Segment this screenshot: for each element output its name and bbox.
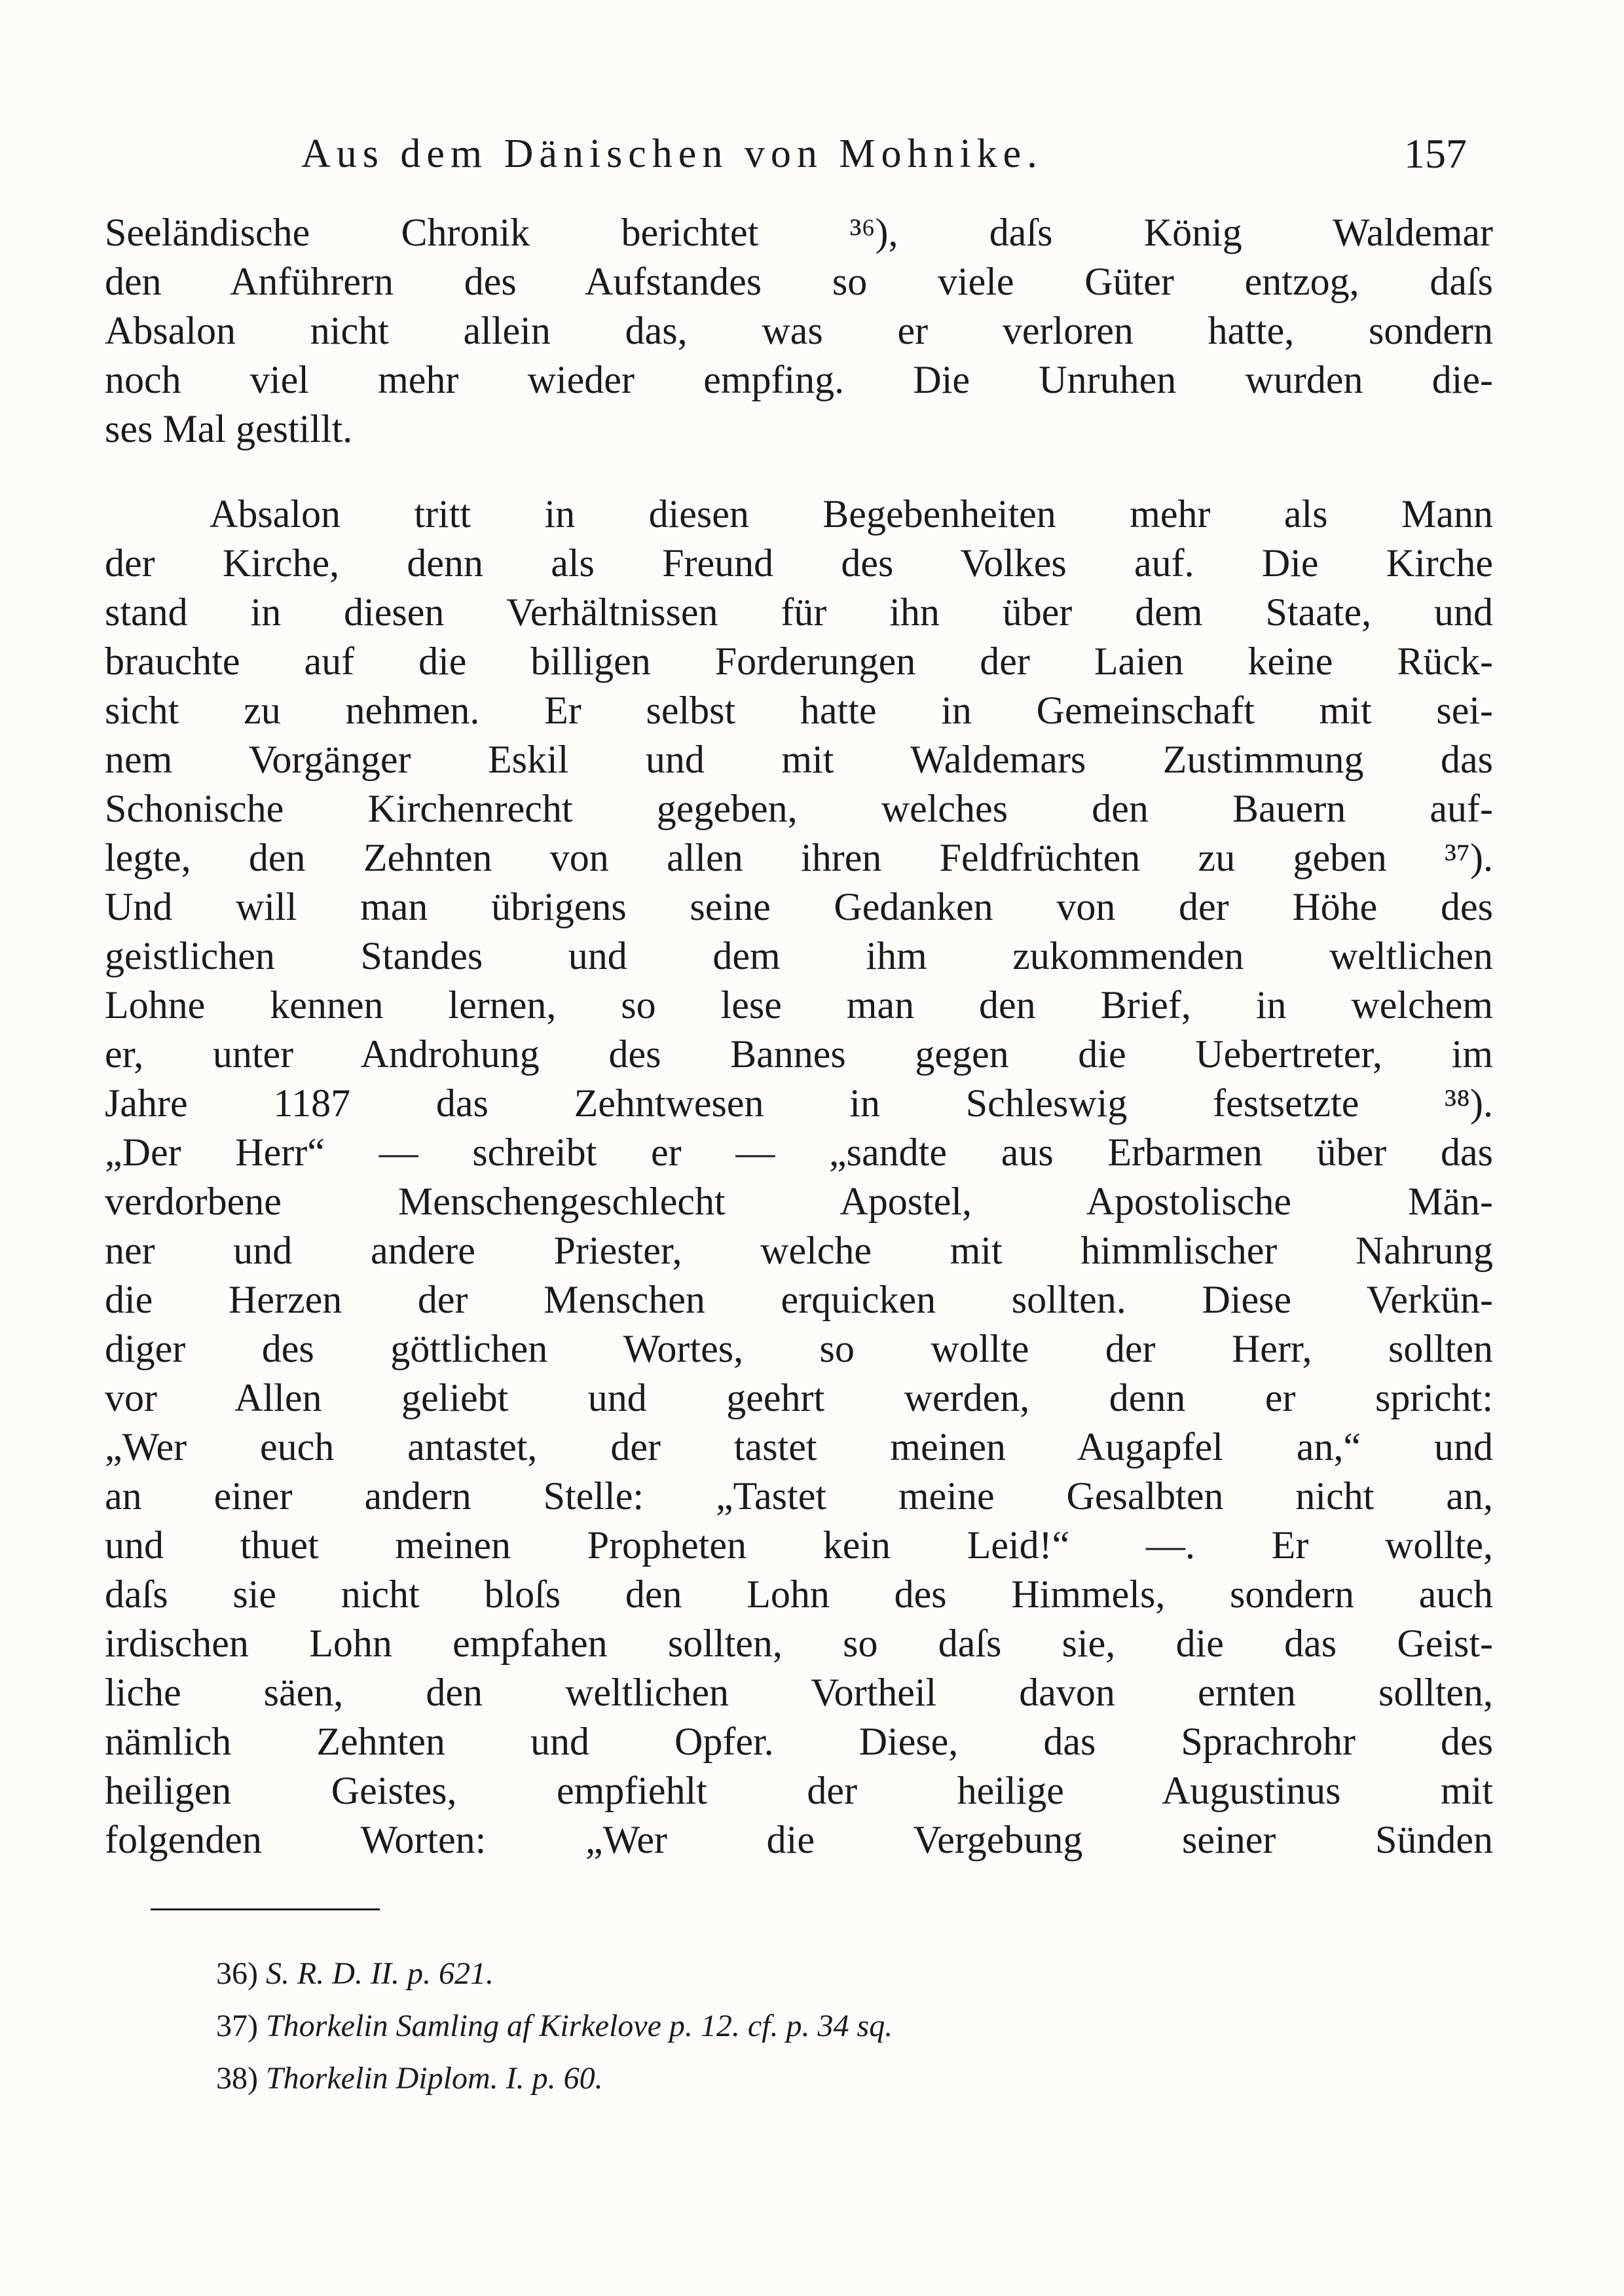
text-line: Jahre 1187 das Zehntwesen in Schleswig festsetzte ³⁸). [105, 1082, 1493, 1125]
text-line: „Wer euch antastet, der tastet meinen Augapfel an,“ und [105, 1425, 1493, 1468]
footnote-number: 36) [216, 1956, 258, 1991]
text-line: Seeländische Chronik berichtet ³⁶), daſs König Waldemar [105, 211, 1493, 254]
paragraph [105, 208, 1493, 454]
text-line: brauchte auf die billigen Forderungen der Laien keine Rück- [105, 640, 1493, 683]
running-head [105, 124, 1467, 183]
text-line: Schonische Kirchenrecht gegeben, welches den Bauern auf- [105, 787, 1493, 830]
text-line: noch viel mehr wieder empfing. Die Unruhen wurden die- [105, 358, 1493, 401]
footnotes [216, 1948, 1460, 2105]
text-line: Absalon tritt in diesen Begebenheiten mehr als Mann [210, 492, 1493, 536]
running-head-title: Aus dem Dänischen von Mohnike. [301, 132, 1043, 176]
text-line: liche säen, den weltlichen Vortheil davon ernten sollten, [105, 1671, 1493, 1714]
footnote-text: Thorkelin Diplom. I. p. 60. [265, 2061, 603, 2096]
text-line: folgenden Worten: „Wer die Vergebung seiner Sünden [105, 1818, 1493, 1861]
text-line: Lohne kennen lernen, so lese man den Brief, in welchem [105, 983, 1493, 1027]
footnote-number: 38) [216, 2061, 258, 2096]
text-line: „Der Herr“ — schreibt er — „sandte aus Erbarmen über das [105, 1131, 1493, 1174]
footnote [216, 2000, 1460, 2052]
text-line: Absalon nicht allein das, was er verloren hatte, sondern [105, 309, 1493, 352]
text-line: sicht zu nehmen. Er selbst hatte in Gemeinschaft mit sei- [105, 689, 1493, 732]
text-line: verdorbene Menschengeschlecht Apostel, Apostolische Män- [105, 1180, 1493, 1223]
paragraph-gap [105, 454, 1493, 490]
text-line: nem Vorgänger Eskil und mit Waldemars Zustimmung das [105, 738, 1493, 781]
text-line: den Anführern des Aufstandes so viele Güter entzog, daſs [105, 260, 1493, 303]
paragraph [105, 490, 1493, 1865]
text-line: vor Allen geliebt und geehrt werden, denn er spricht: [105, 1376, 1493, 1419]
text-line: diger des göttlichen Wortes, so wollte der Herr, sollten [105, 1327, 1493, 1370]
text-line: stand in diesen Verhältnissen für ihn über dem Staate, und [105, 591, 1493, 634]
text-line: nämlich Zehnten und Opfer. Diese, das Sprachrohr des [105, 1720, 1493, 1763]
text-line: geistlichen Standes und dem ihm zukommenden weltlichen [105, 934, 1493, 977]
text-line: Und will man übrigens seine Gedanken von der Höhe des [105, 885, 1493, 928]
text-line: an einer andern Stelle: „Tastet meine Gesalbten nicht an, [105, 1474, 1493, 1518]
footnote [216, 1948, 1460, 2000]
text-line: die Herzen der Menschen erquicken sollten. Diese Verkün- [105, 1278, 1493, 1321]
body-text [105, 208, 1493, 1865]
footnote [216, 2052, 1460, 2105]
text-line: und thuet meinen Propheten kein Leid!“ —. Er wollte, [105, 1523, 1493, 1567]
text-line: daſs sie nicht bloſs den Lohn des Himmels, sondern auch [105, 1573, 1493, 1616]
text-line: ner und andere Priester, welche mit himmlischer Nahrung [105, 1229, 1493, 1272]
footnote-rule [151, 1908, 380, 1910]
footnote-text: Thorkelin Samling af Kirkelove p. 12. cf. p. 34 sq. [265, 2009, 893, 2043]
text-line: heiligen Geistes, empfiehlt der heilige Augustinus mit [105, 1769, 1493, 1812]
footnote-number: 37) [216, 2009, 258, 2043]
text-line: ses Mal gestillt. [105, 407, 353, 450]
footnote-text: S. R. D. II. p. 621. [265, 1956, 494, 1991]
text-line: er, unter Androhung des Bannes gegen die Uebertreter, im [105, 1032, 1493, 1076]
text-line: der Kirche, denn als Freund des Volkes auf. Die Kirche [105, 541, 1493, 585]
text-line: legte, den Zehnten von allen ihren Feldfrüchten zu geben ³⁷). [105, 836, 1493, 879]
page-number: 157 [1404, 130, 1467, 177]
text-line: irdischen Lohn empfahen sollten, so daſs sie, die das Geist- [105, 1622, 1493, 1665]
